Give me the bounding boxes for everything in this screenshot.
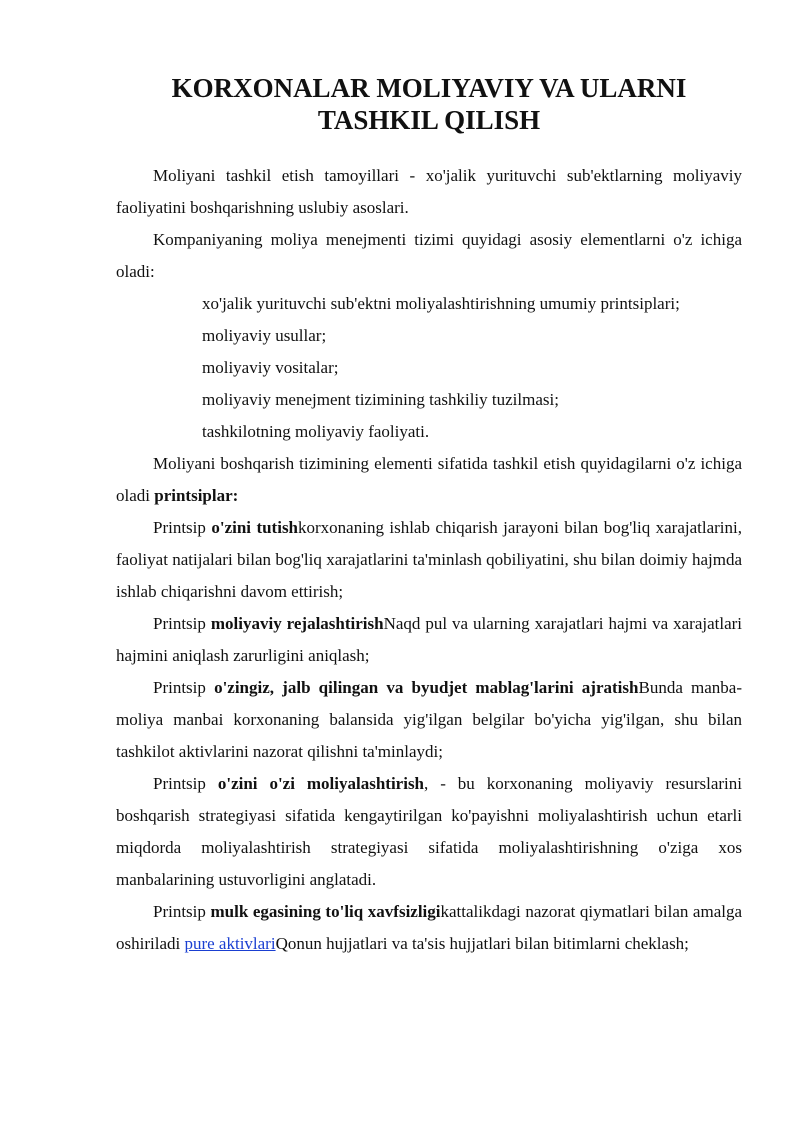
bold-term: mulk egasining to'liq xavfsizligi — [210, 902, 441, 921]
elements-list — [116, 288, 742, 448]
paragraph-principle-fund-separation — [116, 672, 742, 768]
paragraph-principle-self-financing — [116, 768, 742, 896]
principle-lead: Printsip — [153, 614, 211, 633]
paragraph-principles-definition: Moliyani tashkil etish tamoyillari - xo'jalik yurituvchi sub'ektlarning moliyaviy faoliyatini boshqarishning uslubiy asoslari. — [116, 166, 742, 217]
paragraph-organization-principles — [116, 448, 742, 512]
paragraph-text: Bunda manba-moliya manbai korxonaning balansida yig'ilgan belgilar bo'yicha yig'ilgan, shu bilan tashkilot aktivlarini nazorat qilishni ta'minlaydi; — [116, 678, 743, 761]
principle-lead: Printsip — [153, 902, 211, 921]
paragraph-text: , - bu korxonaning moliyaviy resurslarini boshqarish strategiyasi sifatida kengaytirilgan ko'payishni moliyalashtirish uchun etarli miqdorda moliyalashtirish strategiyasi sifatida moliyalashtirishning o'ziga xos manbalarining ustuvorligini anglatadi. — [116, 774, 742, 889]
bold-term: printsiplar: — [154, 486, 239, 505]
paragraph-text: Qonun hujjatlari va ta'sis hujjatlari bilan bitimlarni cheklash; — [275, 934, 689, 953]
list-item: tashkilotning moliyaviy faoliyati. — [202, 422, 430, 441]
bold-term: o'zini tutish — [211, 518, 299, 537]
principle-lead: Printsip — [153, 774, 218, 793]
pure-aktivlari-link[interactable]: pure aktivlari — [184, 934, 276, 953]
bold-term: moliyaviy rejalashtirish — [210, 614, 384, 633]
title-line-1: KORXONALAR MOLIYAVIY VA ULARNI — [171, 73, 687, 103]
principle-lead: Printsip — [153, 678, 215, 697]
paragraph-text: korxonaning ishlab chiqarish jarayoni bilan bog'liq xarajatlarini, faoliyat natijalari bilan bog'liq xarajatlarini ta'minlash qobiliyatini, shu bilan doimiy hajmda ishlab chiqarishni davom ettirish; — [116, 518, 743, 601]
list-item: moliyaviy menejment tizimining tashkiliy tuzilmasi; — [202, 390, 559, 409]
paragraph-system-elements: Kompaniyaning moliya menejmenti tizimi quyidagi asosiy elementlarni o'z ichiga oladi: — [116, 230, 742, 281]
document-title — [116, 72, 742, 136]
bold-term: o'zini o'zi moliyalashtirish — [217, 774, 425, 793]
bold-term: o'zingiz, jalb qilingan va byudjet mablag'larini ajratish — [214, 678, 639, 697]
paragraph-text: kattalikdagi nazorat qiymatlari bilan amalga oshiriladi — [116, 902, 743, 953]
document-page — [116, 72, 742, 960]
list-item: moliyaviy usullar; — [202, 326, 327, 345]
title-line-2: TASHKIL QILISH — [317, 105, 541, 135]
list-item: xo'jalik yurituvchi sub'ektni moliyalashtirishning umumiy printsiplari; — [202, 294, 680, 313]
paragraph-principle-owner-security — [116, 896, 742, 960]
list-item: moliyaviy vositalar; — [202, 358, 339, 377]
paragraph-principle-self-sufficiency — [116, 512, 742, 608]
paragraph-text: Naqd pul va ularning xarajatlari hajmi va xarajatlari hajmini aniqlash zarurligini aniqlash; — [116, 614, 743, 665]
paragraph-principle-financial-planning — [116, 608, 742, 672]
principle-lead: Printsip — [153, 518, 212, 537]
paragraph-text: Moliyani boshqarish tizimining elementi sifatida tashkil etish quyidagilarni o'z ichiga oladi — [116, 454, 742, 505]
